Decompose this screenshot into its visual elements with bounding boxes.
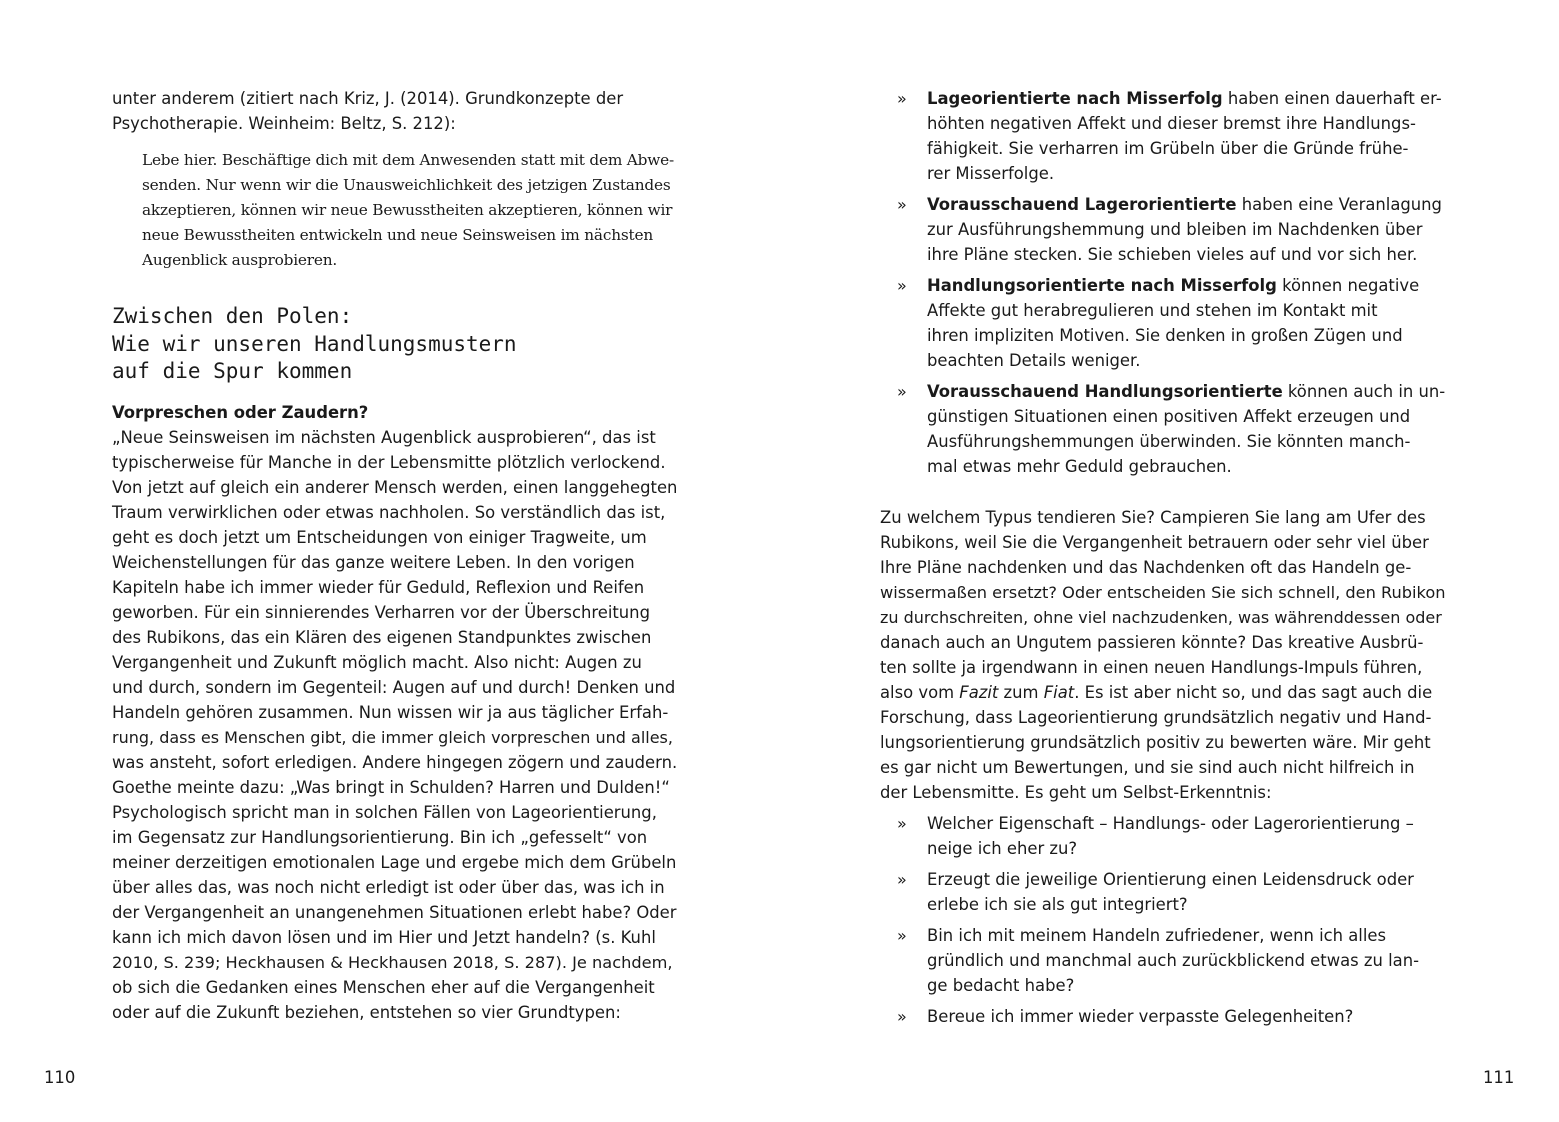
chapter-title-line: Wie wir unseren Handlungsmustern (112, 331, 517, 356)
text-line: Kapiteln habe ich immer wieder für Geduld, Reflexion und Reifen (112, 577, 645, 597)
list-item (880, 273, 1447, 373)
list-item (880, 811, 1447, 861)
text-line: Bereue ich immer wieder verpasste Gelegenheiten? (927, 1007, 1354, 1026)
text-run: zum (998, 683, 1044, 702)
bullet-icon: » (897, 276, 907, 295)
block-quote (142, 148, 679, 273)
text-line: ge bedacht habe? (927, 976, 1075, 995)
text-line: der Vergangenheit an unangenehmen Situationen erlebt habe? Oder (112, 902, 677, 922)
text-line: was ansteht, sofort erledigen. Andere hingegen zögern und zaudern. (112, 752, 678, 772)
italic-term: Fazit (959, 683, 999, 702)
text-line: es gar nicht um Bewertungen, und sie sind auch nicht hilfreich in (880, 758, 1415, 777)
text-line: unter anderem (zitiert nach Kriz, J. (2014). Grundkonzepte der (112, 89, 624, 108)
text-line: ihre Pläne stecken. Sie schieben vieles auf und vor sich her. (927, 245, 1418, 264)
text-line: typischerweise für Manche in der Lebensmitte plötzlich verlockend. (112, 452, 666, 472)
text-line: geht es doch jetzt um Entscheidungen von einiger Tragweite, um (112, 527, 647, 547)
list-item (880, 86, 1447, 186)
text-line: Bin ich mit meinem Handeln zufriedener, wenn ich alles (927, 926, 1387, 945)
quote-line: akzeptieren, können wir neue Bewusstheiten akzeptieren, können wir (142, 201, 673, 219)
page-number: 111 (1483, 1068, 1515, 1087)
text-line: Ausführungshemmungen überwinden. Sie könnten manch- (927, 432, 1411, 451)
text-line: zur Ausführungshemmung und bleiben im Nachdenken über (927, 220, 1423, 239)
text-line (880, 680, 1447, 705)
text-line: ten sollte ja irgendwann in einen neuen Handlungs-Impuls führen, (880, 658, 1423, 677)
text-line (927, 379, 1447, 404)
text-line: ihren impliziten Motiven. Sie denken in großen Zügen und (927, 326, 1403, 345)
text-line: Traum verwirklichen oder etwas nachholen. So verständlich das ist, (112, 502, 666, 522)
text-line: Affekte gut herabregulieren und stehen im Kontakt mit (927, 301, 1378, 320)
text-line: oder auf die Zukunft beziehen, entstehen so vier Grundtypen: (112, 1002, 621, 1022)
text-line: günstigen Situationen einen positiven Affekt erzeugen und (927, 407, 1411, 426)
text-line: Forschung, dass Lageorientierung grundsätzlich negativ und Hand- (880, 708, 1432, 727)
text-line: höhten negativen Affekt und dieser bremst ihre Handlungs- (927, 114, 1416, 133)
bullet-icon: » (897, 814, 907, 833)
quote-line: Augenblick ausprobieren. (142, 251, 338, 269)
types-list (880, 86, 1447, 479)
text-line (927, 273, 1447, 298)
right-page (780, 0, 1559, 1122)
questions-list (880, 811, 1447, 1029)
text-line: Rubikons, weil Sie die Vergangenheit betrauern oder sehr viel über (880, 533, 1429, 552)
text-line: Ihre Pläne nachdenken und das Nachdenken oft das Handeln ge- (880, 558, 1412, 577)
list-item (880, 923, 1447, 998)
text-line: mal etwas mehr Geduld gebrauchen. (927, 457, 1232, 476)
bullet-icon: » (897, 1007, 907, 1026)
text-line: zu durchschreiten, ohne viel nachzudenken, was währenddessen oder (880, 608, 1442, 627)
bullet-icon: » (897, 195, 907, 214)
quote-line: senden. Nur wenn wir die Unausweichlichkeit des jetzigen Zustandes (142, 176, 671, 194)
left-column (112, 86, 679, 1025)
text-run: . Es ist aber nicht so, und das sagt auch die (1074, 683, 1433, 702)
text-line: geworben. Für ein sinnierendes Verharren vor der Überschreitung (112, 602, 650, 622)
text-line (927, 192, 1447, 217)
list-item (880, 379, 1447, 479)
text-line: erlebe ich sie als gut integriert? (927, 895, 1188, 914)
right-column (880, 86, 1447, 1035)
text-run: können negative (1276, 276, 1420, 295)
text-line: Handeln gehören zusammen. Nun wissen wir ja aus täglicher Erfah- (112, 702, 669, 722)
text-line: Erzeugt die jeweilige Orientierung einen Leidensdruck oder (927, 870, 1414, 889)
text-line: Psychotherapie. Weinheim: Beltz, S. 212): (112, 114, 456, 133)
body-paragraph (880, 505, 1447, 805)
text-line: neige ich eher zu? (927, 839, 1078, 858)
text-line: „Neue Seinsweisen im nächsten Augenblick ausprobieren“, das ist (112, 427, 656, 447)
chapter-title-line: Zwischen den Polen: (112, 304, 353, 328)
bullet-icon: » (897, 382, 907, 401)
quote-line: neue Bewusstheiten entwickeln und neue Seinsweisen im nächsten (142, 226, 653, 244)
bullet-icon: » (897, 870, 907, 889)
section-subheading: Vorpreschen oder Zaudern? (112, 402, 369, 422)
text-line: im Gegensatz zur Handlungsorientierung. Bin ich „gefesselt“ von (112, 827, 648, 847)
list-item (880, 192, 1447, 267)
bullet-icon: » (897, 89, 907, 108)
text-line: und durch, sondern im Gegenteil: Augen auf und durch! Denken und (112, 677, 676, 697)
text-line: über alles das, was noch nicht erledigt ist oder über das, was ich in (112, 877, 665, 897)
body-paragraph (112, 425, 679, 1025)
type-name: Lageorientierte nach Misserfolg (927, 89, 1223, 108)
text-line: Vergangenheit und Zukunft möglich macht. Also nicht: Augen zu (112, 652, 642, 672)
text-line: Goethe meinte dazu: „Was bringt in Schulden? Harren und Dulden!“ (112, 777, 670, 797)
quote-line: Lebe hier. Beschäftige dich mit dem Anwesenden statt mit dem Abwe- (142, 151, 674, 169)
text-run: können auch in un- (1282, 382, 1446, 401)
text-line: Welcher Eigenschaft – Handlungs- oder Lagerorientierung – (927, 814, 1414, 833)
text-run: haben einen dauerhaft er- (1222, 89, 1442, 108)
text-run: also vom (880, 683, 960, 702)
text-line: rung, dass es Menschen gibt, die immer gleich vorpreschen und alles, (112, 727, 673, 747)
text-run: haben eine Veranlagung (1236, 195, 1442, 214)
text-line: fähigkeit. Sie verharren im Grübeln über die Gründe frühe- (927, 139, 1409, 158)
text-line: Psychologisch spricht man in solchen Fällen von Lageorientierung, (112, 802, 657, 822)
text-line: meiner derzeitigen emotionalen Lage und ergebe mich dem Grübeln (112, 852, 677, 872)
text-line: danach auch an Ungutem passieren könnte? Das kreative Ausbrü- (880, 633, 1424, 652)
text-line: lungsorientierung grundsätzlich positiv zu bewerten wäre. Mir geht (880, 733, 1431, 752)
italic-term: Fiat (1043, 683, 1075, 702)
intro-paragraph (112, 86, 679, 136)
text-line: wissermaßen ersetzt? Oder entscheiden Sie sich schnell, den Rubikon (880, 583, 1446, 602)
list-item (880, 1004, 1447, 1029)
text-line: ob sich die Gedanken eines Menschen eher auf die Vergangenheit (112, 977, 655, 997)
bullet-icon: » (897, 926, 907, 945)
text-line: beachten Details weniger. (927, 351, 1141, 370)
type-name: Handlungsorientierte nach Misserfolg (927, 276, 1277, 295)
text-line (927, 86, 1447, 111)
text-line: rer Misserfolge. (927, 164, 1055, 183)
text-line: Weichenstellungen für das ganze weitere Leben. In den vorigen (112, 552, 635, 572)
chapter-title-line: auf die Spur kommen (112, 359, 353, 383)
type-name: Vorausschauend Lagerorientierte (927, 195, 1237, 214)
text-line: der Lebensmitte. Es geht um Selbst-Erkenntnis: (880, 783, 1272, 802)
text-line: Von jetzt auf gleich ein anderer Mensch werden, einen langgehegten (112, 477, 678, 497)
type-name: Vorausschauend Handlungsorientierte (927, 382, 1283, 401)
chapter-title (112, 303, 679, 386)
text-line: gründlich und manchmal auch zurückblickend etwas zu lan- (927, 951, 1419, 970)
text-line: kann ich mich davon lösen und im Hier und Jetzt handeln? (s. Kuhl (112, 927, 656, 947)
page-number: 110 (44, 1068, 76, 1087)
text-line: 2010, S. 239; Heckhausen & Heckhausen 2018, S. 287). Je nachdem, (112, 952, 673, 972)
list-item (880, 867, 1447, 917)
text-line: Zu welchem Typus tendieren Sie? Campieren Sie lang am Ufer des (880, 508, 1426, 527)
text-line: des Rubikons, das ein Klären des eigenen Standpunktes zwischen (112, 627, 652, 647)
